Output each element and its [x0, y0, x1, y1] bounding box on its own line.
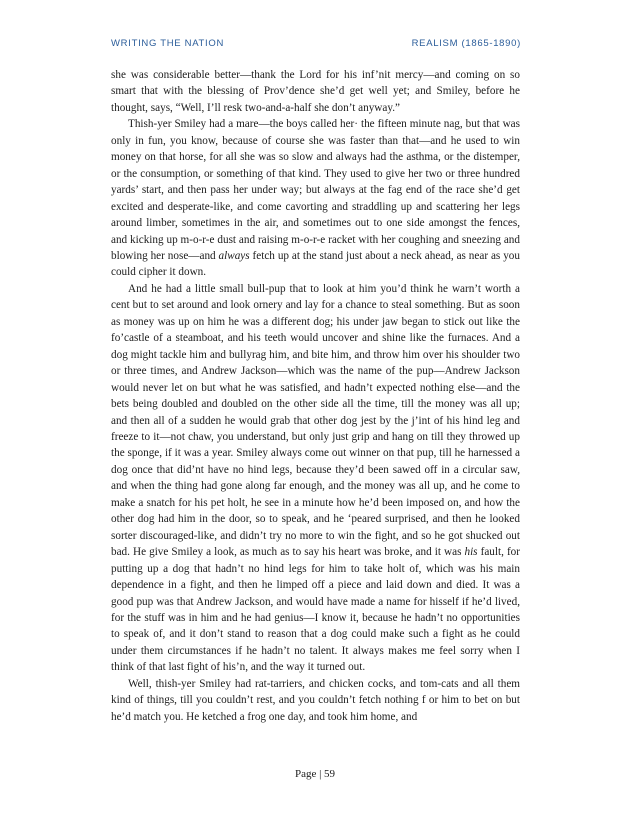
paragraph-text: And he had a little small bull-pup that to look at him you’d think he warn’t worth a cent but to set around and look ornery and lay for a chance to steal something. But as soon as money was up on him he was a different dog; his under jaw began to stick out like the fo’castle of a steamboat, and his teeth would uncover and shine like the furnaces. And a dog might tackle him and bullyrag him, and bite him, and throw him over his shoulder two or three times, and Andrew Jackson—which was the name of the pup—Andrew Jackson would never let on but what he was satisfied, and hadn’t expected nothing else—and the bets being doubled and doubled on the other side all the time, till the money was all up; and then all of a sudden he would grab that other dog jest by the j’int of his hind leg and freeze to it—not chaw, you understand, but only just grip and hang on till they throwed up the sponge, if it was a year. Smiley always come out winner on that pup, till he harnessed a dog once that did’nt have no hind legs, because they’d been sawed off in a circular saw, and when the thing had gone along far enough, and the money was all up, and he come to make a snatch for his pet holt, he see in a minute how he’d been imposed on, and how the other dog had him in the door, so to speak, and he ‘peared surprised, and then he looked sorter discouraged-like, and didn’t try no more to win the fight, and so he got shucked out bad. He give Smiley a look, as much as to say his heart was broke, and it was [111, 282, 520, 559]
emphasis-text: always [218, 249, 250, 262]
header-section-title: REALISM (1865-1890) [411, 38, 521, 49]
paragraph-text: fault, for putting up a dog that hadn’t no hind legs for him to take holt of, which was his main dependence in a fight, and then he limped off a piece and laid down and died. It was a good pup was that Andrew Jackson, and would have made a name for hisself if he’d lived, for the stuff was in him and he had genius—I know it, because he hadn’t no opportunities to speak of, and it don’t stand to reason that a dog could make such a fight as he could under them circumstances if he hadn’t no talent. It always makes me feel sorry when I think of that last fight of his’n, and the way it turned out. [111, 546, 520, 674]
body-paragraph [111, 116, 520, 281]
paragraph-text: Well, thish-yer Smiley had rat-tarriers, and chicken cocks, and tom-cats and all them kind of things, till you couldn’t rest, and you couldn’t fetch nothing f or him to bet on but he’d match you. He ketched a frog one day, and took him home, and [111, 677, 520, 723]
emphasis-text: his [464, 546, 478, 559]
page-number: Page | 59 [294, 768, 336, 780]
paragraph-text: Thish-yer Smiley had a mare—the boys called her· the fifteen minute nag, but that was only in fun, you know, because of course she was faster than that—and he used to win money on that horse, for all she was so slow and always had the asthma, or the distemper, or the consumption, or something of that kind. They used to give her two or three hundred yards’ start, and then pass her under way; but always at the fag end of the race she’d get excited and desperate-like, and come cavorting and straddling up and scattering her legs around limber, sometimes in the air, and sometimes out to one side amongst the fences, and kicking up m-o-r-e dust and raising m-o-r-e racket with her coughing and sneezing and blowing her nose—and [111, 118, 520, 262]
running-header [111, 38, 521, 52]
paragraph-text: she was considerable better—thank the Lord for his inf’nit mercy—and coming on so smart that with the blessing of Prov’dence she’d get well yet; and Smiley, before he thought, says, “Well, I’ll resk two-and-a-half she don’t anyway.” [111, 69, 520, 114]
body-text [111, 67, 520, 725]
header-book-title: WRITING THE NATION [111, 38, 225, 49]
body-paragraph [111, 676, 520, 725]
paragraph-text: fetch up at the stand just about a neck ahead, as near as you could cipher it down. [111, 249, 520, 279]
body-paragraph [111, 67, 520, 116]
body-paragraph [111, 281, 520, 676]
